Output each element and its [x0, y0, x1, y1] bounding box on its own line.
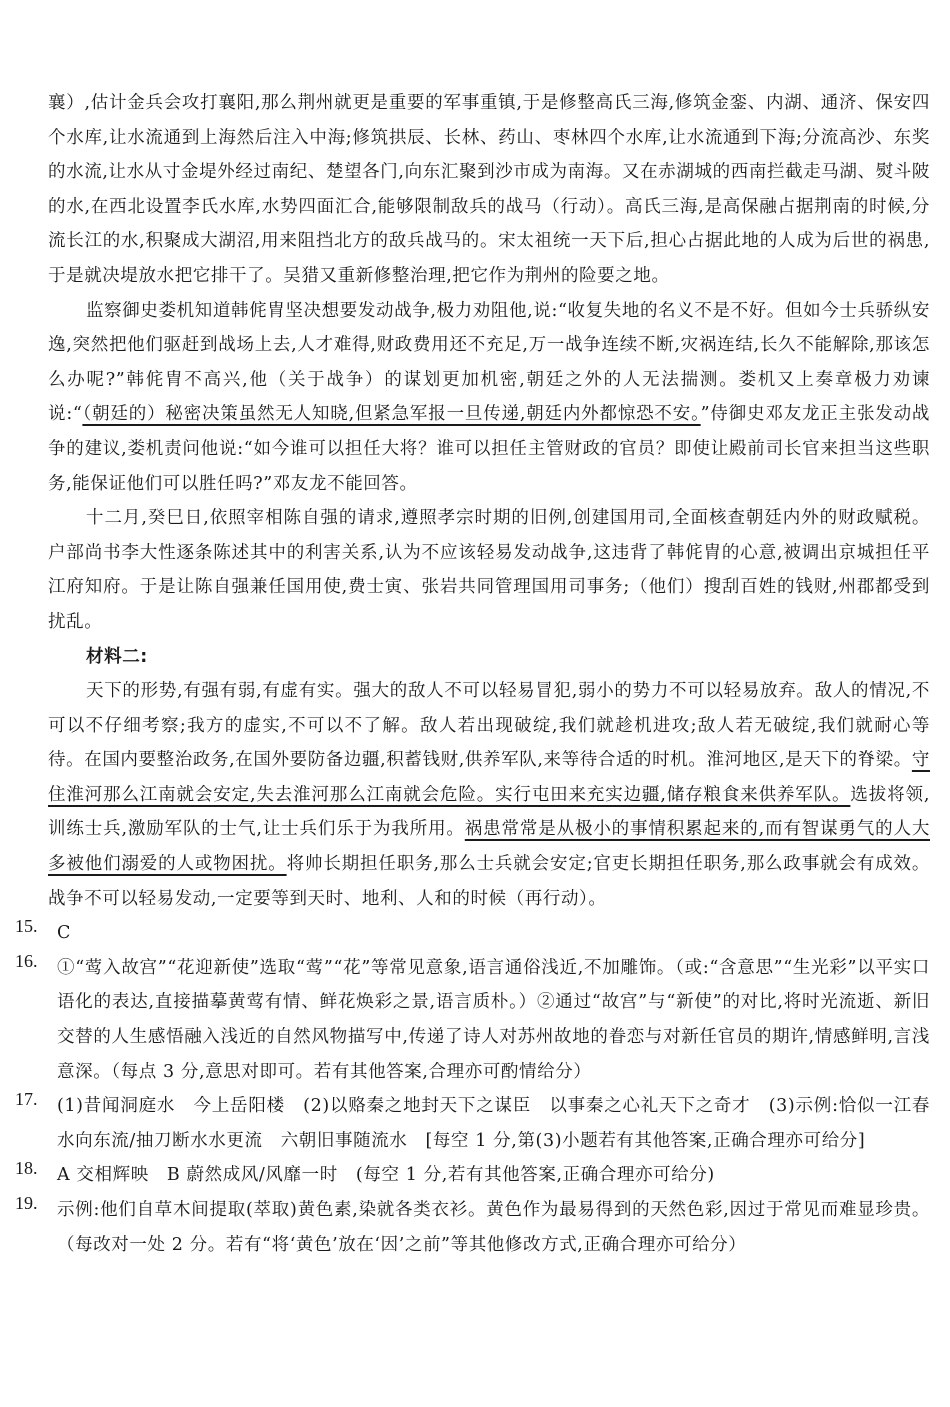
translation-paragraph-3: 十二月,癸巳日,依照宰相陈自强的请求,遵照孝宗时期的旧例,创建国用司,全面核查朝廷内外的财政赋税。户部尚书李大性逐条陈述其中的利害关系,认为不应该轻易发动战争,这违背了韩侂胄的心意,被调出京城担任平江府知府。于是让陈自强兼任国用使,费士寅、张岩共同管理国用司事务;（他们）搜刮百姓的钱财,州郡都受到扰乱。 [48, 508, 930, 632]
paragraph-4-text-b: 选拔将领,训练士兵,激励军队的士气,让士兵们乐于为我所用。 [48, 784, 930, 840]
answer-text: C [57, 923, 71, 944]
answer-sheet-page [15, 86, 930, 1262]
answer-text: ①“莺入故宫”“花迎新使”选取“莺”“花”等常见意象,语言通俗浅近,不加雕饰。（或:“含意思”“生光彩”以平实口语化的表达,直接描摹黄莺有情、鲜花焕彩之景,语言质朴。）②通过“故宫”与“新使”的对比,将时光流逝、新旧交替的人生感悟融入浅近的自然风物描写中,传递了诗人对苏州故地的眷恋与对新任官员的期许,情感鲜明,言浅意深。（每点 3 分,意思对即可。若有其他答案,合理亦可酌情给分） [57, 957, 930, 1082]
material-two-heading: 材料二: [86, 646, 148, 667]
underlined-sentence-3: 祸患常常是从极小的事情积累起来的,而有智谋勇气的人大多被他们溺爱的人或物困扰。 [48, 819, 930, 875]
question-number: 19. [15, 1193, 38, 1213]
translation-paragraph-1: 襄）,估计金兵会攻打襄阳,那么荆州就更是重要的军事重镇,于是修整高氏三海,修筑金銮、内湖、通济、保安四个水库,让水流通到上海然后注入中海;修筑拱辰、长林、药山、枣林四个水库,让水流通到下海;分流高沙、东奖的水流,让水从寸金堤外经过南纪、楚望各门,向东汇聚到沙市成为南海。又在赤湖城的西南拦截走马湖、熨斗陂的水,在西北设置李氏水库,水势四面汇合,能够限制敌兵的战马（行动）。高氏三海,是高保融占据荆南的时候,分流长江的水,积聚成大湖沼,用来阻挡北方的敌兵战马的。宋太祖统一天下后,担心占据此地的人成为后世的祸患,于是就决堤放水把它排干了。吴猎又重新修整治理,把它作为荆州的险要之地。 [48, 93, 930, 286]
underlined-sentence-2: 守住淮河那么江南就会安定,失去淮河那么江南就会危险。实行屯田来充实边疆,储存粮食来供养军队。 [48, 750, 930, 805]
answer-list [15, 916, 930, 1262]
answer-item [15, 1089, 930, 1158]
paragraph-4-text-a: 天下的形势,有强有弱,有虚有实。强大的敌人不可以轻易冒犯,弱小的势力不可以轻易放弃。敌人的情况,不可以不仔细考察;我方的虚实,不可以不了解。敌人若出现破绽,我们就趁机进攻;敌人若无破绽,我们就耐心等待。在国内要整治政务,在国外要防备边疆,积蓄钱财,供养军队,来等待合适的时机。淮河地区,是天下的脊梁。 [48, 681, 930, 771]
question-number: 18. [15, 1158, 38, 1179]
answer-text: 示例:他们自草木间提取(萃取)黄色素,染就各类衣衫。黄色作为最易得到的天然色彩,因过于常见而难显珍贵。（每改对一处 2 分。若有“将‘黄色’放在‘因’之前”等其他修改方式,正确合理亦可给分） [57, 1200, 930, 1255]
answer-item [15, 951, 930, 1089]
translation-paragraph-2 [48, 294, 930, 502]
answer-text: (1)昔闻洞庭水 今上岳阳楼 (2)以赂秦之地封天下之谋臣 以事秦之心礼天下之奇才 (3)示例:恰似一江春水向东流/抽刀断水水更流 六朝旧事随流水 [每空 1 分,第(3)小题若有其他答案,正确合理亦可给分] [57, 1096, 930, 1151]
question-number: 15. [15, 916, 38, 937]
question-number: 16. [15, 950, 38, 971]
translation-paragraph-4 [48, 674, 930, 916]
answer-item [15, 916, 930, 951]
question-number: 17. [15, 1089, 38, 1110]
paragraph-4-text-c: 将帅长期担任职务,那么士兵就会安定;官吏长期担任职务,那么政事就会有成效。战争不可以轻易发动,一定要等到天时、地利、人和的时候（再行动）。 [48, 854, 930, 909]
answer-text: A 交相辉映 B 蔚然成风/风靡一时 (每空 1 分,若有其他答案,正确合理亦可给分) [57, 1165, 715, 1186]
answer-item [15, 1158, 930, 1193]
paragraph-2-text-b: ”侍御史邓友龙正主张发动战争的建议,娄机责问他说:“如今谁可以担任大将？谁可以担任主管财政的官员？即使让殿前司长官来担当这些职务,能保证他们可以胜任吗?”邓友龙不能回答。 [48, 404, 930, 494]
answer-item [15, 1193, 930, 1262]
underlined-sentence-1: （朝廷的）秘密决策虽然无人知晓,但紧急军报一旦传递,朝廷内外都惊恐不安。 [82, 404, 701, 425]
paragraph-2-text-a: 监察御史娄机知道韩侂胄坚决想要发动战争,极力劝阻他,说:“收复失地的名义不是不好。但如今士兵骄纵安逸,突然把他们驱赶到战场上去,人才难得,财政费用还不充足,万一战争连续不断,灾祸连结,长久不能解除,那该怎么办呢?”韩侂胄不高兴,他（关于战争）的谋划更加机密,朝廷之外的人无法揣测。娄机又上奏章极力劝谏说:“ [48, 300, 930, 425]
